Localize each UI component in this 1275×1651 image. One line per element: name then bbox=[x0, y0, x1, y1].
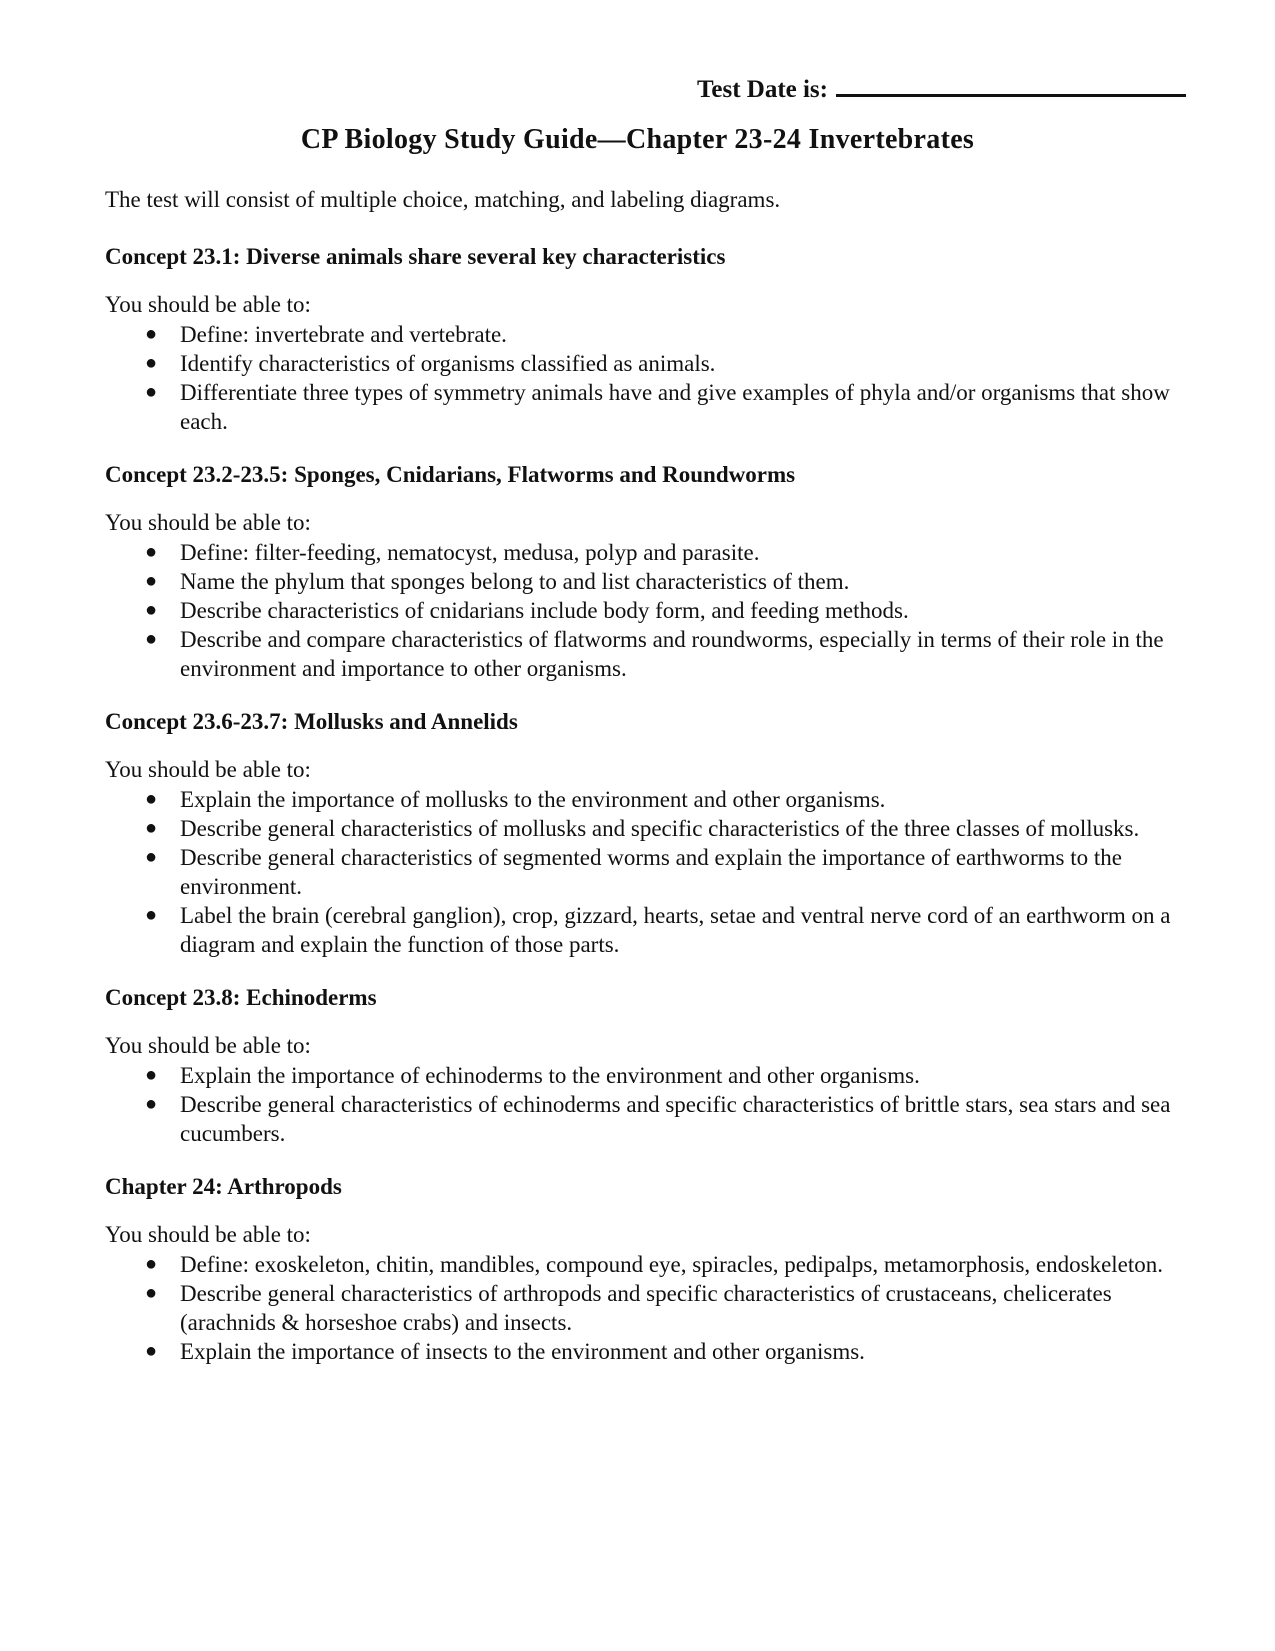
section-concept-23-6-23-7 bbox=[105, 707, 1205, 959]
section-heading: Concept 23.2-23.5: Sponges, Cnidarians, Flatworms and Roundworms bbox=[105, 462, 796, 487]
section-heading: Chapter 24: Arthropods bbox=[105, 1174, 342, 1199]
list-item: ● Explain the importance of echinoderms to the environment and other organisms. bbox=[145, 1063, 920, 1088]
bullet-icon: ● bbox=[145, 323, 158, 345]
list-item: ● Describe general characteristics of segmented worms and explain the importance of earthworms to the environment. bbox=[145, 845, 1123, 899]
bullet-icon: ● bbox=[145, 846, 158, 868]
bullet-icon: ● bbox=[145, 1253, 158, 1275]
bullet-icon: ● bbox=[145, 352, 158, 374]
test-date-blank bbox=[836, 72, 1186, 97]
bullet-icon: ● bbox=[145, 381, 158, 403]
section-concept-23-1 bbox=[105, 242, 1205, 436]
list-item: ● Describe general characteristics of arthropods and specific characteristics of crustaceans, chelicerates (arachnids & horseshoe crabs) and insects. bbox=[145, 1281, 1112, 1335]
test-date-label: Test Date is: bbox=[696, 76, 828, 103]
bullet-icon: ● bbox=[145, 817, 158, 839]
bullet-icon: ● bbox=[145, 1340, 158, 1362]
section-lead: You should be able to: bbox=[105, 1033, 311, 1058]
intro-text: The test will consist of multiple choice, matching, and labeling diagrams. bbox=[105, 187, 781, 212]
list-item: ● Label the brain (cerebral ganglion), crop, gizzard, hearts, setae and ventral nerve cord of an earthworm on a diagram and explain the function of those parts. bbox=[145, 903, 1171, 957]
objective-list bbox=[105, 1250, 1205, 1366]
section-lead: You should be able to: bbox=[105, 1222, 311, 1247]
bullet-icon: ● bbox=[145, 904, 158, 926]
section-heading: Concept 23.8: Echinoderms bbox=[105, 985, 377, 1010]
list-item: ● Differentiate three types of symmetry animals have and give examples of phyla and/or organisms that show each. bbox=[145, 380, 1170, 434]
objective-list bbox=[105, 538, 1205, 683]
bullet-icon: ● bbox=[145, 1282, 158, 1304]
objective-list bbox=[105, 320, 1205, 436]
section-concept-23-2-23-5 bbox=[105, 460, 1205, 683]
section-lead: You should be able to: bbox=[105, 510, 311, 535]
section-concept-23-8 bbox=[105, 983, 1205, 1148]
bullet-icon: ● bbox=[145, 1093, 158, 1115]
list-item: ● Describe general characteristics of echinoderms and specific characteristics of brittle stars, sea stars and sea cucumbers. bbox=[145, 1092, 1171, 1146]
list-item: ● Define: invertebrate and vertebrate. bbox=[145, 322, 507, 347]
bullet-icon: ● bbox=[145, 599, 158, 621]
sections-container bbox=[105, 242, 1205, 1390]
list-item: ● Define: filter-feeding, nematocyst, medusa, polyp and parasite. bbox=[145, 540, 760, 565]
section-heading: Concept 23.6-23.7: Mollusks and Annelids bbox=[105, 709, 518, 734]
bullet-icon: ● bbox=[145, 1064, 158, 1086]
test-date-line bbox=[697, 72, 1186, 106]
objective-list bbox=[105, 1061, 1205, 1148]
bullet-icon: ● bbox=[145, 788, 158, 810]
section-heading: Concept 23.1: Diverse animals share several key characteristics bbox=[105, 244, 726, 269]
section-lead: You should be able to: bbox=[105, 292, 311, 317]
list-item: ● Identify characteristics of organisms classified as animals. bbox=[145, 351, 716, 376]
list-item: ● Describe and compare characteristics of flatworms and roundworms, especially in terms of their role in the environment and importance to other organisms. bbox=[145, 627, 1164, 681]
list-item: ● Describe general characteristics of mollusks and specific characteristics of the three classes of mollusks. bbox=[145, 816, 1140, 841]
section-lead: You should be able to: bbox=[105, 757, 311, 782]
list-item: ● Explain the importance of mollusks to the environment and other organisms. bbox=[145, 787, 886, 812]
bullet-icon: ● bbox=[145, 570, 158, 592]
section-chapter-24 bbox=[105, 1172, 1205, 1366]
list-item: ● Name the phylum that sponges belong to and list characteristics of them. bbox=[145, 569, 850, 594]
list-item: ● Describe characteristics of cnidarians include body form, and feeding methods. bbox=[145, 598, 909, 623]
list-item: ● Explain the importance of insects to the environment and other organisms. bbox=[145, 1339, 865, 1364]
list-item: ● Define: exoskeleton, chitin, mandibles, compound eye, spiracles, pedipalps, metamorphosis, endoskeleton. bbox=[145, 1252, 1164, 1277]
page-title: CP Biology Study Guide—Chapter 23-24 Invertebrates bbox=[300, 124, 975, 155]
bullet-icon: ● bbox=[145, 628, 158, 650]
objective-list bbox=[105, 785, 1205, 959]
bullet-icon: ● bbox=[145, 541, 158, 563]
